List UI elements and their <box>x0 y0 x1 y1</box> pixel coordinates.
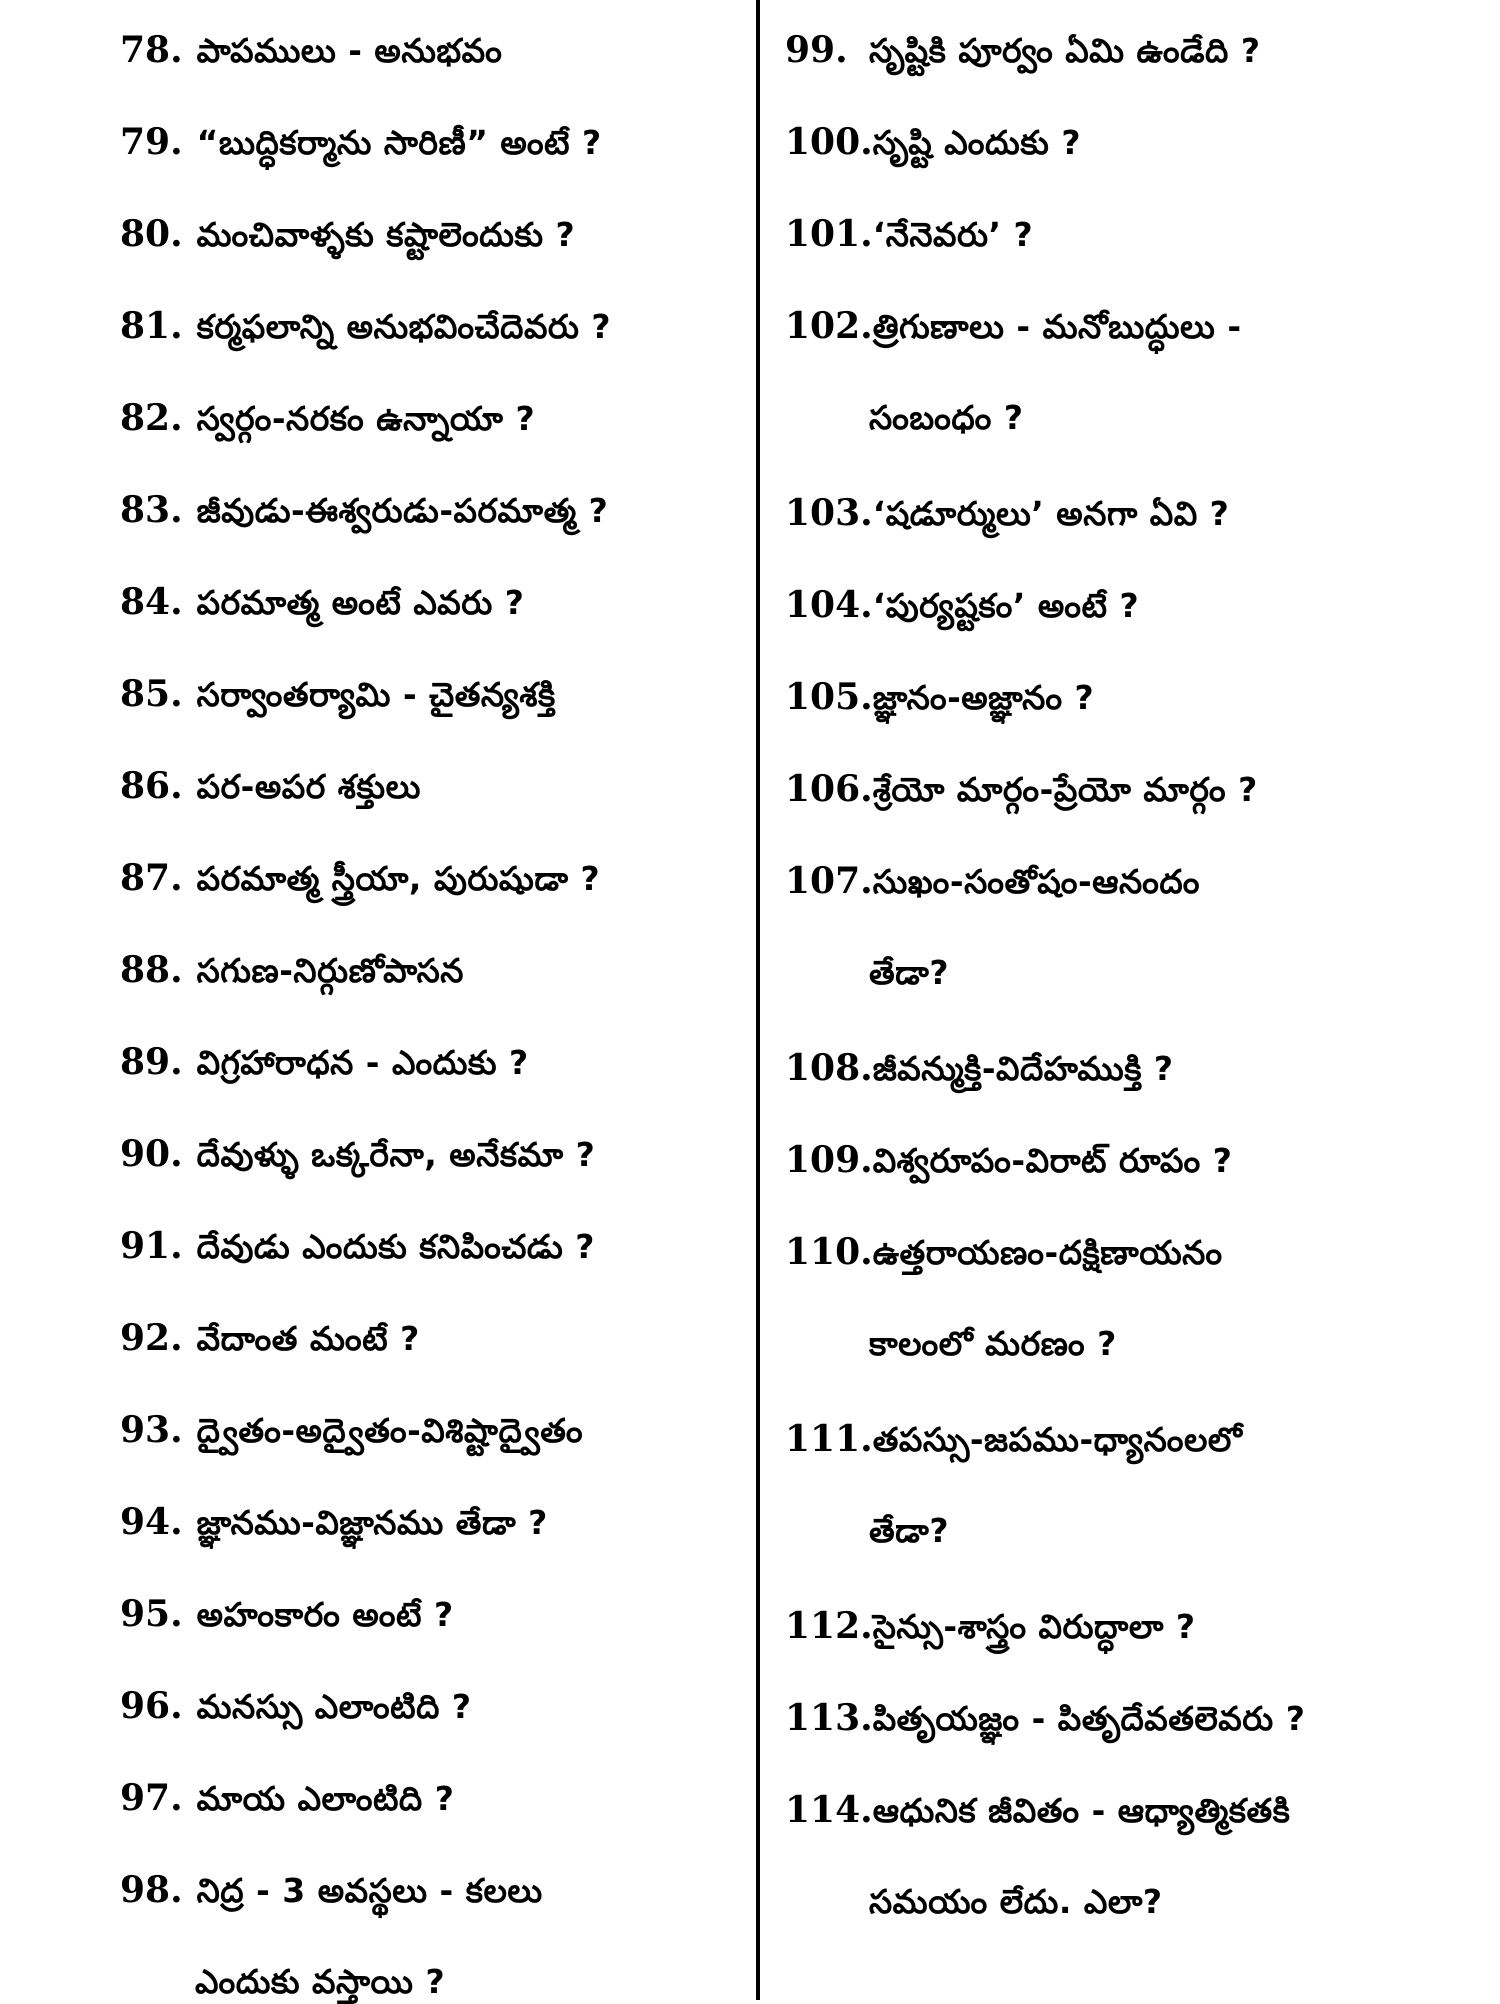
item-number: 96. <box>120 1685 183 1727</box>
list-item <box>785 1046 1174 1091</box>
list-item <box>120 1684 472 1729</box>
list-item <box>120 764 421 809</box>
item-number: 83. <box>120 489 183 531</box>
item-text: విశ్వరూపం-విరాట్ రూపం ? <box>872 1141 1233 1180</box>
item-number: 111. <box>785 1418 873 1460</box>
item-text: ‘నేనెవరు’ ? <box>872 215 1034 254</box>
list-item <box>785 767 1258 812</box>
list-item <box>120 304 611 349</box>
item-number: 99. <box>785 29 848 71</box>
item-text: త్రిగుణాలు - మనోబుద్ధులు - <box>872 307 1242 346</box>
list-item <box>785 1604 1196 1649</box>
item-number: 108. <box>785 1047 873 1089</box>
item-number: 109. <box>785 1139 873 1181</box>
item-text: సుఖం-సంతోషం-ఆనందం <box>872 862 1200 901</box>
item-text: విగ్రహారాధన - ఎందుకు ? <box>196 1043 529 1082</box>
list-item <box>120 1408 583 1453</box>
item-text: జీవుడు-ఈశ్వరుడు-పరమాత్మ ? <box>196 491 609 530</box>
item-number: 100. <box>785 121 873 163</box>
list-item <box>120 1316 420 1361</box>
item-text: పరమాత్మ స్త్రీయా, పురుషుడా ? <box>196 859 601 898</box>
item-text-continuation: తేడా? <box>869 953 949 992</box>
item-number: 90. <box>120 1133 183 1175</box>
item-text-continuation: తేడా? <box>869 1511 949 1550</box>
item-number: 112. <box>785 1605 873 1647</box>
item-number: 92. <box>120 1317 183 1359</box>
item-number: 93. <box>120 1409 183 1451</box>
item-text-continuation: ఎందుకు వస్తాయి ? <box>195 1962 446 2001</box>
column-divider <box>756 0 760 2000</box>
list-item <box>120 1868 543 1913</box>
item-text: జీవన్ముక్తి-విదేహముక్తి ? <box>872 1049 1174 1088</box>
item-text-continuation: సంబంధం ? <box>869 398 1024 437</box>
item-number: 113. <box>785 1697 873 1739</box>
item-text: ‘షడూర్ములు’ అనగా ఏవి ? <box>872 494 1230 533</box>
item-text: తపస్సు-జపము-ధ్యానంలలో <box>872 1420 1243 1459</box>
item-number: 107. <box>785 860 873 902</box>
item-text: పర-అపర శక్తులు <box>196 767 421 806</box>
item-number: 84. <box>120 581 183 623</box>
item-text: “బుద్ధికర్మాను సారిణీ” అంటే ? <box>196 123 602 162</box>
list-item <box>120 948 464 993</box>
item-number: 97. <box>120 1777 183 1819</box>
item-number: 114. <box>785 1789 873 1831</box>
list-item <box>120 1776 454 1821</box>
item-number: 101. <box>785 213 873 255</box>
item-text: మనస్సు ఎలాంటిది ? <box>196 1687 472 1726</box>
item-text: మాయ ఎలాంటిది ? <box>196 1779 455 1818</box>
item-text: ఆధునిక జీవితం - ఆధ్యాత్మికతకి <box>872 1791 1291 1830</box>
list-item <box>785 1788 1290 1833</box>
item-text: సగుణ-నిర్గుణోపాసన <box>196 951 464 990</box>
list-item <box>785 1696 1305 1741</box>
list-item <box>785 1138 1232 1183</box>
item-number: 102. <box>785 305 873 347</box>
item-text: ‘పుర్యష్టకం’ అంటే ? <box>872 586 1140 625</box>
item-number: 85. <box>120 673 183 715</box>
item-text: ద్వైతం-అద్వైతం-విశిష్టాద్వైతం <box>196 1411 584 1450</box>
item-number: 80. <box>120 213 183 255</box>
item-number: 106. <box>785 768 873 810</box>
list-item <box>785 1230 1223 1275</box>
item-text: కర్మఫలాన్ని అనుభవించేదెవరు ? <box>196 307 612 346</box>
item-text: స్వర్గం-నరకం ఉన్నాయా ? <box>196 399 536 438</box>
item-text: పితృయజ్ఞం - పితృదేవతలెవరు ? <box>872 1699 1306 1738</box>
list-item <box>120 120 602 165</box>
item-text: సృష్టికి పూర్వం ఏమి ఉండేది ? <box>869 31 1261 70</box>
list-item <box>785 675 1094 720</box>
item-text: శ్రేయో మార్గం-ప్రేయో మార్గం ? <box>872 770 1258 809</box>
list-item <box>120 1592 454 1637</box>
item-text-continuation: కాలంలో మరణం ? <box>869 1324 1117 1363</box>
item-number: 78. <box>120 29 183 71</box>
item-text: దేవుడు ఎందుకు కనిపించడు ? <box>196 1227 595 1266</box>
list-item <box>120 580 524 625</box>
item-text: సైన్సు-శాస్త్రం విరుద్ధాలా ? <box>872 1607 1196 1646</box>
item-text: దేవుళ్ళు ఒక్కరేనా, అనేకమా ? <box>196 1135 596 1174</box>
list-item <box>785 491 1229 536</box>
list-item <box>785 859 1200 904</box>
item-text: జ్ఞానం-అజ్ఞానం ? <box>872 678 1095 717</box>
item-text: వేదాంత మంటే ? <box>196 1319 420 1358</box>
item-number: 86. <box>120 765 183 807</box>
list-item <box>120 672 556 717</box>
list-item <box>120 1500 548 1545</box>
list-item <box>120 28 502 73</box>
item-text: ఉత్తరాయణం-దక్షిణాయనం <box>872 1233 1223 1272</box>
list-item <box>785 583 1139 628</box>
item-number: 104. <box>785 584 873 626</box>
item-number: 95. <box>120 1593 183 1635</box>
item-text-continuation: సమయం లేదు. ఎలా? <box>869 1882 1163 1921</box>
list-item <box>120 1224 595 1269</box>
item-text: పాపములు - అనుభవం <box>196 31 503 70</box>
list-item <box>785 212 1033 257</box>
item-number: 87. <box>120 857 183 899</box>
item-text: పరమాత్మ అంటే ఎవరు ? <box>196 583 525 622</box>
item-text: అహంకారం అంటే ? <box>196 1595 454 1634</box>
item-text: మంచివాళ్ళకు కష్టాలెందుకు ? <box>196 215 576 254</box>
item-number: 110. <box>785 1231 873 1273</box>
list-item <box>785 28 1260 73</box>
item-number: 105. <box>785 676 873 718</box>
list-item <box>120 396 535 441</box>
item-text: నిద్ర - 3 అవస్థలు - కలలు <box>196 1871 543 1910</box>
list-item <box>120 488 608 533</box>
item-number: 103. <box>785 492 873 534</box>
list-item <box>120 1040 529 1085</box>
item-number: 94. <box>120 1501 183 1543</box>
list-item <box>785 1417 1242 1462</box>
item-number: 79. <box>120 121 183 163</box>
item-number: 82. <box>120 397 183 439</box>
item-text: సృష్టి ఎందుకు ? <box>872 123 1081 162</box>
list-item <box>120 212 575 257</box>
item-number: 98. <box>120 1869 183 1911</box>
list-item <box>120 856 600 901</box>
list-item <box>120 1132 595 1177</box>
item-number: 89. <box>120 1041 183 1083</box>
list-item <box>785 304 1242 349</box>
item-number: 81. <box>120 305 183 347</box>
item-text: సర్వాంతర్యామి - చైతన్యశక్తి <box>196 675 556 714</box>
item-number: 88. <box>120 949 183 991</box>
list-item <box>785 120 1081 165</box>
item-text: జ్ఞానము-విజ్ఞానము తేడా ? <box>196 1503 548 1542</box>
item-number: 91. <box>120 1225 183 1267</box>
